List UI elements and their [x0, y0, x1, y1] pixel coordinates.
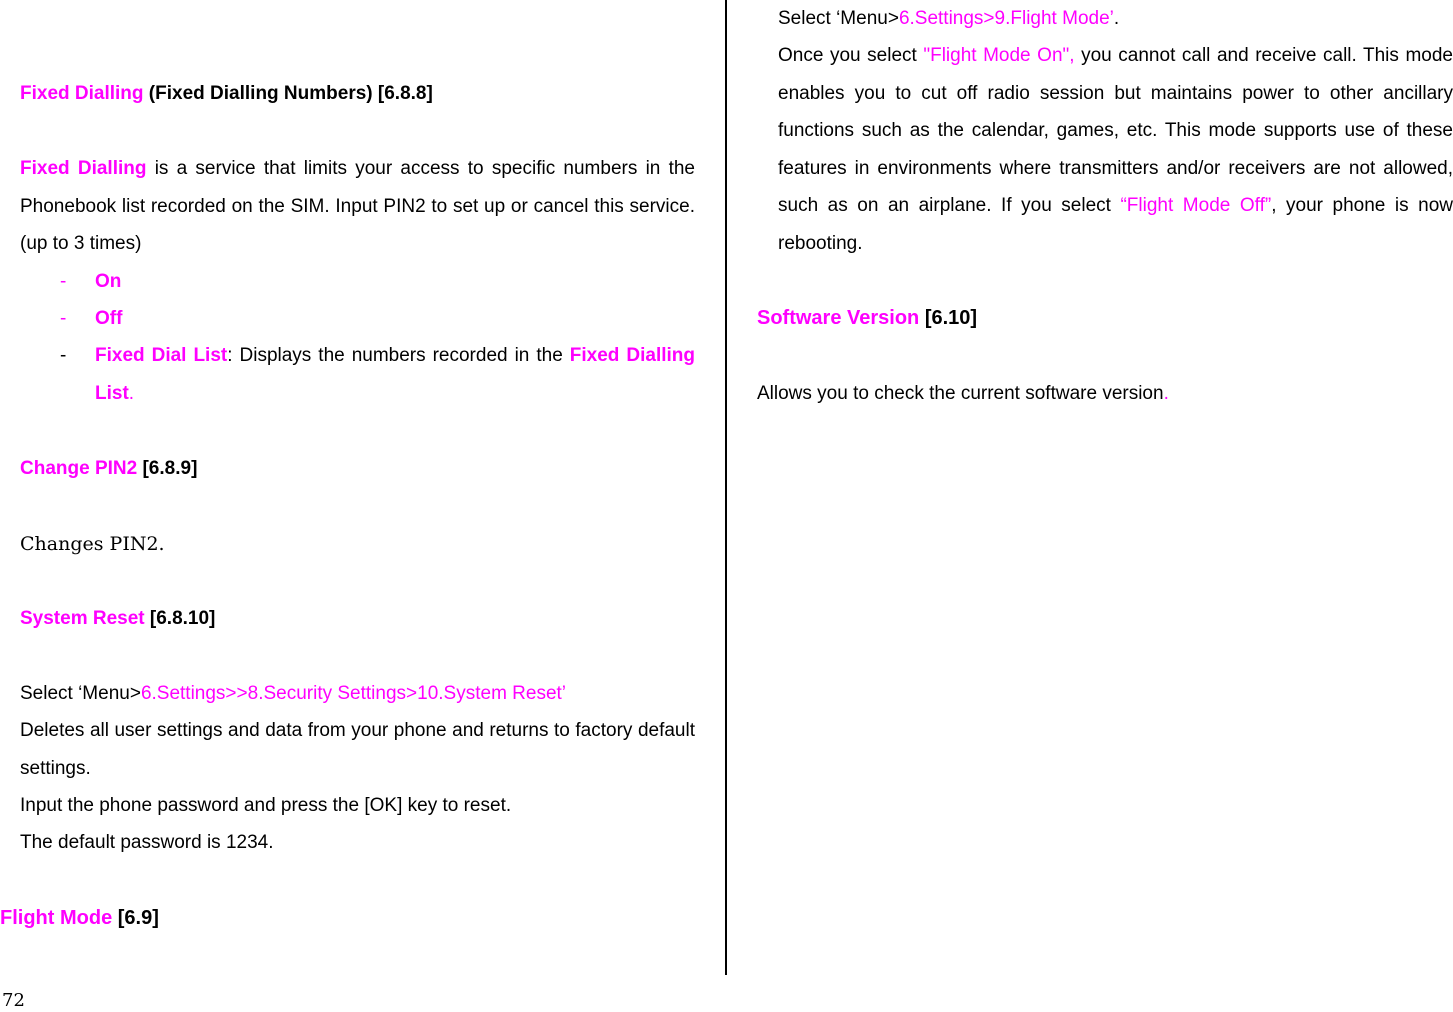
- flight-mode-term: Flight Mode: [0, 907, 113, 929]
- page-number: 72: [2, 990, 25, 1011]
- system-reset-term: System Reset: [20, 608, 145, 629]
- flight-menu-path: 6.Settings>9.Flight Mode’: [898, 8, 1114, 29]
- flight-body-a: Once you select: [778, 45, 924, 66]
- flight-mode-off-term: “Flight Mode Off”: [1120, 195, 1272, 216]
- bullet-dash-off: -: [60, 308, 67, 329]
- fixed-dialling-heading-rest: (Fixed Dialling Numbers) [6.8.8]: [143, 83, 433, 104]
- system-reset-select: [20, 683, 566, 705]
- fixed-dialling-body-text: is a service that limits your access to specific numbers in the Phonebook list recorded on the SIM. Input PIN2 to set up or cancel this service. (up to 3 times): [20, 158, 695, 254]
- fixed-dial-list-end: .: [128, 382, 135, 404]
- software-version-end: .: [1163, 383, 1169, 404]
- system-reset-heading-rest: [6.8.10]: [144, 608, 216, 629]
- flight-mode-heading-rest: [6.9]: [112, 907, 159, 929]
- system-reset-default: The default password is 1234.: [20, 832, 274, 853]
- flight-select-prefix: Select ‘Menu>: [778, 8, 899, 29]
- column-divider: [725, 0, 727, 975]
- change-pin2-heading-rest: [6.8.9]: [137, 458, 198, 479]
- bullet-fixed-dial-list: [95, 337, 695, 412]
- software-version-term: Software Version: [757, 307, 920, 329]
- fixed-dial-list-label: Fixed Dial List: [95, 345, 228, 366]
- flight-mode-on-term: "Flight Mode On",: [923, 45, 1075, 66]
- flight-select-end: .: [1113, 8, 1120, 29]
- fixed-dialling-body-term: Fixed Dialling: [20, 158, 147, 179]
- system-reset-heading: [20, 608, 215, 630]
- system-reset-input: Input the phone password and press the [OK] key to reset.: [20, 795, 512, 816]
- fixed-dialling-heading: [20, 83, 433, 105]
- flight-mode-heading: [0, 907, 159, 930]
- system-reset-menu-path: 6.Settings>>8.Security Settings>10.System Reset’: [140, 683, 567, 704]
- bullet-off: Off: [95, 308, 123, 329]
- change-pin2-heading: [20, 458, 197, 480]
- bullet-dash-on: -: [60, 271, 67, 292]
- flight-body-b: you cannot call and receive call. This mode enables you to cut off radio session but maintains power to other ancillary functions such as the calendar, games, etc. This mode supports use of these features in environments where transmitters and/or receivers are not allowed, such as on an airplane. If you select: [778, 45, 1453, 216]
- system-reset-select-prefix: Select ‘Menu>: [20, 683, 141, 704]
- bullet-on: On: [95, 271, 122, 292]
- system-reset-desc: Deletes all user settings and data from your phone and returns to factory default settings.: [20, 720, 695, 779]
- software-version-text: Allows you to check the current software version: [757, 383, 1164, 404]
- bullet-dash-fixed-dial-list: -: [60, 345, 67, 366]
- flight-mode-body: [778, 37, 1453, 262]
- software-version-heading: [757, 307, 977, 330]
- fixed-dialling-list-term: Fixed Dialling List: [95, 345, 695, 404]
- fixed-dial-list-text: : Displays the numbers recorded in the: [227, 345, 570, 366]
- flight-mode-select: [778, 8, 1119, 30]
- fixed-dialling-body: [20, 150, 695, 263]
- change-pin2-body: Changes PIN2.: [20, 533, 165, 555]
- software-version-body: [757, 383, 1169, 405]
- fixed-dialling-term: Fixed Dialling: [20, 83, 144, 104]
- flight-body-c: , your phone is now rebooting.: [778, 195, 1453, 254]
- change-pin2-term: Change PIN2: [20, 458, 138, 479]
- software-version-heading-rest: [6.10]: [919, 307, 978, 329]
